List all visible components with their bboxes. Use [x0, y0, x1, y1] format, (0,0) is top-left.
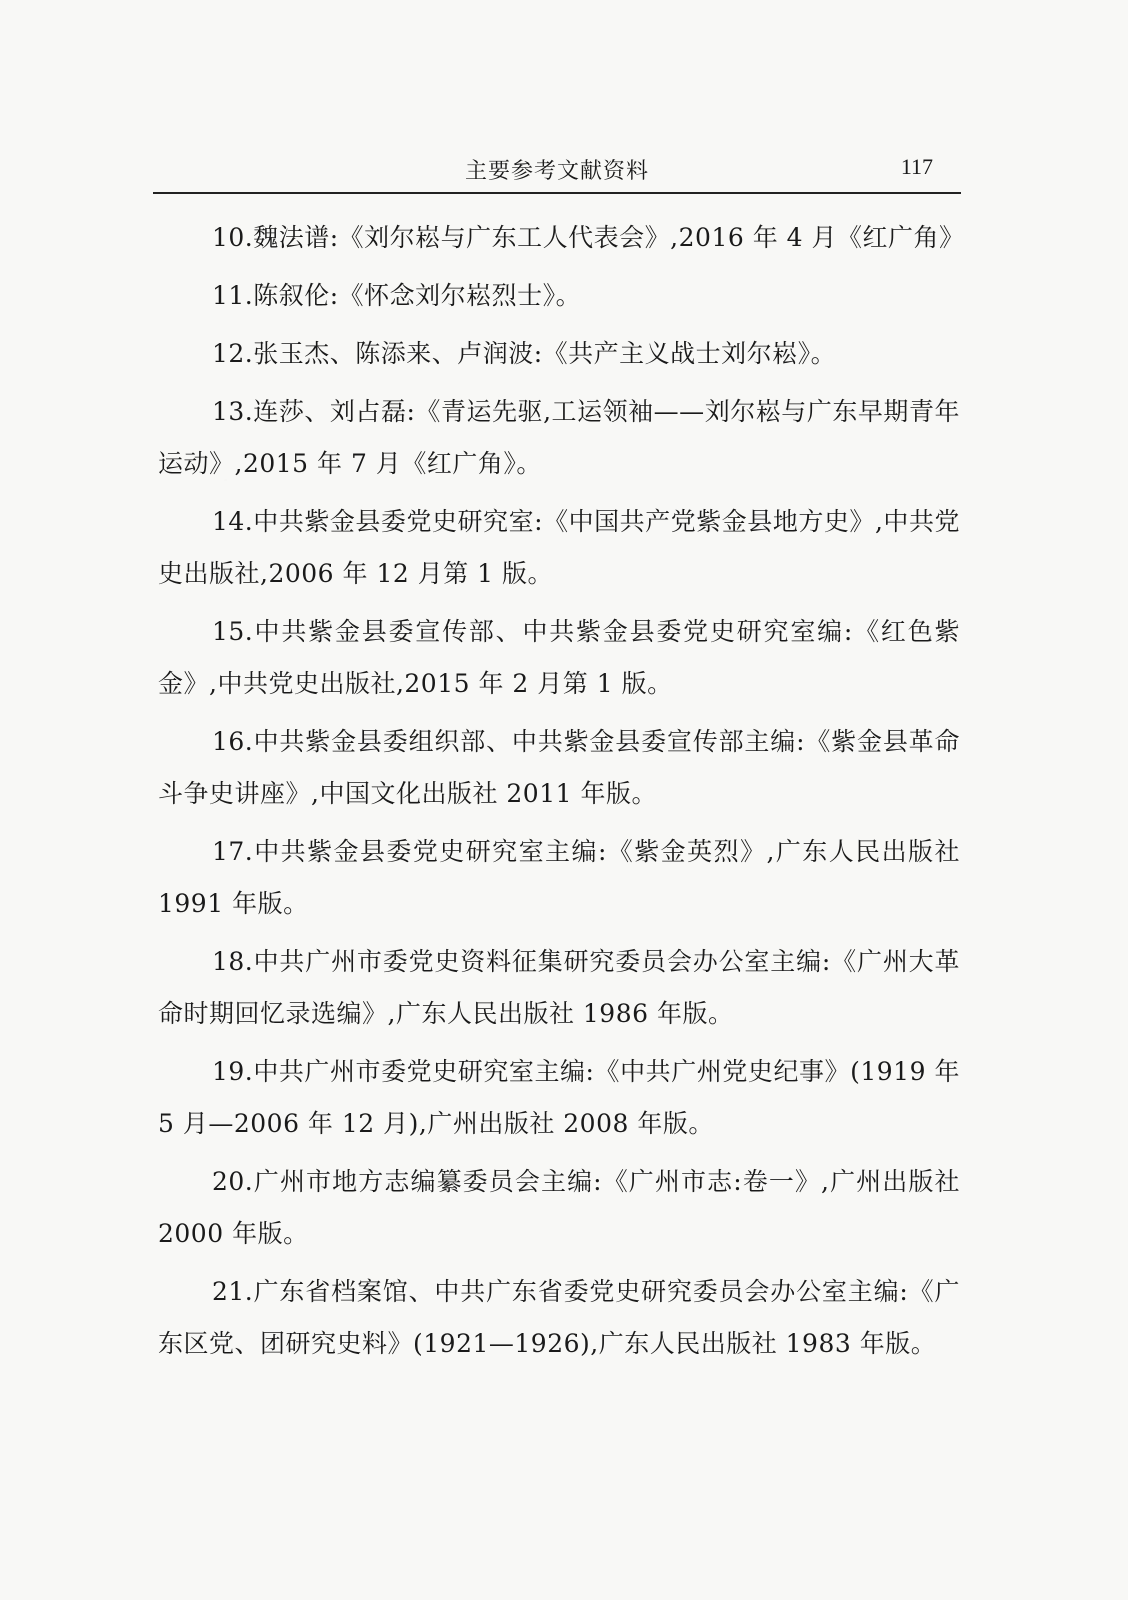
- reference-item: 19.中共广州市委党史研究室主编:《中共广州党史纪事》(1919 年 5 月—2006 年 12 月),广州出版社 2008 年版。: [158, 1057, 960, 1138]
- reference-item: 21.广东省档案馆、中共广东省委党史研究委员会办公室主编:《广东区党、团研究史料》(1921—1926),广东人民出版社 1983 年版。: [158, 1277, 960, 1358]
- reference-item: 13.连莎、刘占磊:《青运先驱,工运领袖——刘尔崧与广东早期青年运动》,2015 年 7 月《红广角》。: [158, 397, 960, 478]
- reference-item: 18.中共广州市委党史资料征集研究委员会办公室主编:《广州大革命时期回忆录选编》,广东人民出版社 1986 年版。: [158, 947, 960, 1028]
- reference-item: 11.陈叙伦:《怀念刘尔崧烈士》。: [212, 281, 582, 310]
- running-head: [153, 150, 961, 190]
- reference-item: 17.中共紫金县委党史研究室主编:《紫金英烈》,广东人民出版社 1991 年版。: [158, 837, 960, 918]
- reference-list: [158, 212, 965, 1376]
- reference-item: 20.广州市地方志编纂委员会主编:《广州市志:卷一》,广州出版社 2000 年版。: [158, 1167, 960, 1248]
- reference-item: 10.魏法谱:《刘尔崧与广东工人代表会》,2016 年 4 月《红广角》: [212, 223, 965, 252]
- reference-item: 16.中共紫金县委组织部、中共紫金县委宣传部主编:《紫金县革命斗争史讲座》,中国文化出版社 2011 年版。: [158, 727, 960, 808]
- page-number: 117: [900, 154, 933, 179]
- running-title: 主要参考文献资料: [464, 159, 649, 184]
- header-rule: [153, 192, 961, 194]
- reference-item: 12.张玉杰、陈添来、卢润波:《共产主义战士刘尔崧》。: [212, 339, 837, 368]
- reference-item: 14.中共紫金县委党史研究室:《中国共产党紫金县地方史》,中共党史出版社,2006 年 12 月第 1 版。: [158, 507, 960, 588]
- reference-item: 15.中共紫金县委宣传部、中共紫金县委党史研究室编:《红色紫金》,中共党史出版社,2015 年 2 月第 1 版。: [158, 617, 960, 698]
